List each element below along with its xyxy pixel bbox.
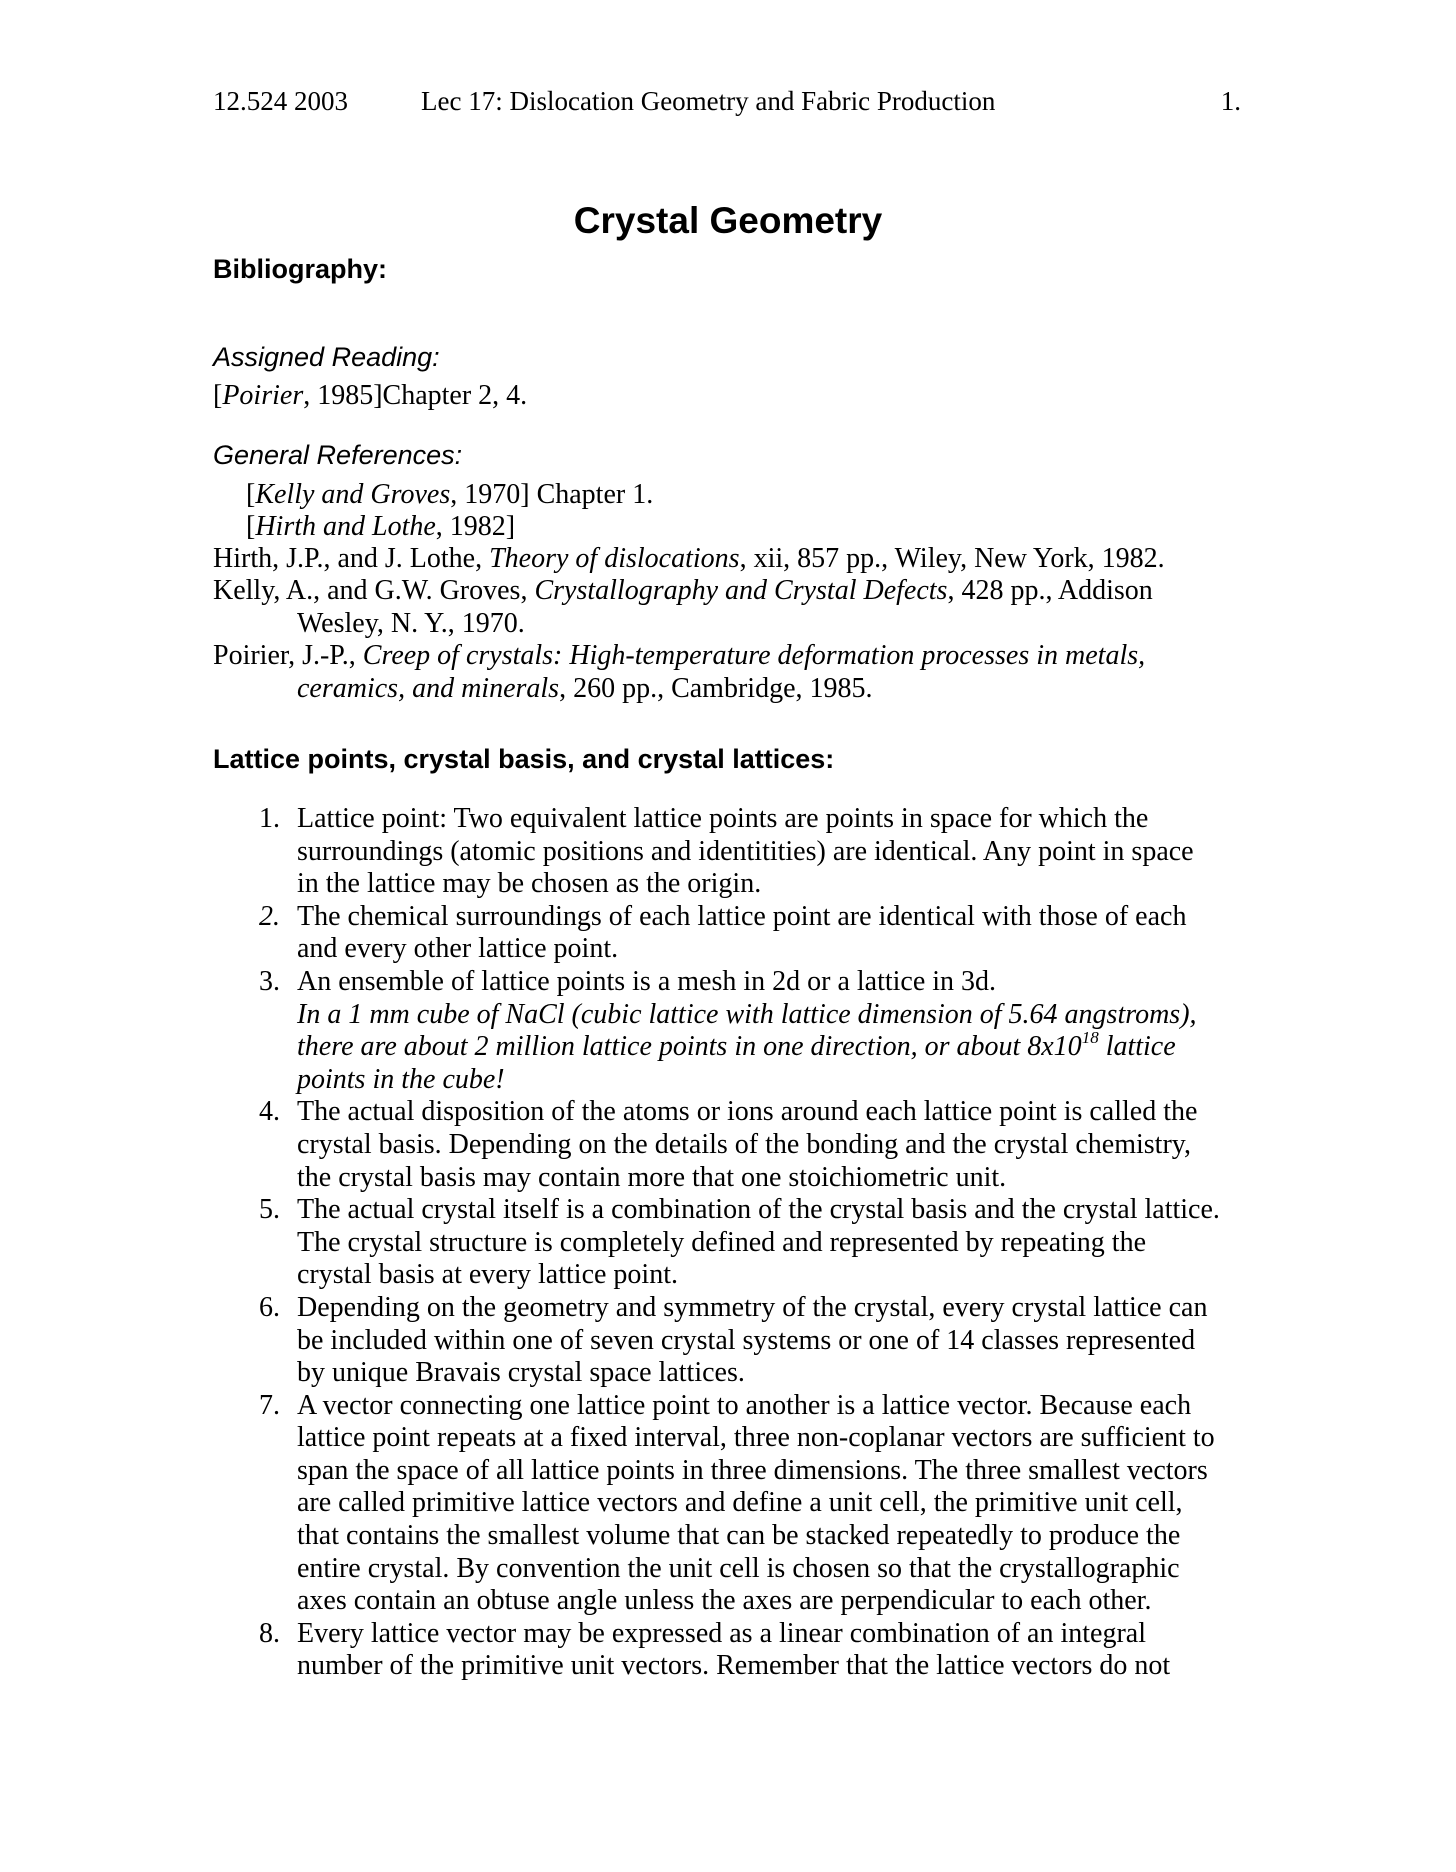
page-number: 1. [1220,86,1241,116]
list-item-number: 5. [259,1194,280,1226]
general-references-heading: General References: [213,440,463,470]
lecture-title: Lec 17: Dislocation Geometry and Fabric Production [421,86,996,116]
list-item-number: 4. [259,1096,280,1128]
bib-entry-hirth: Hirth, J.P., and J. Lothe, Theory of dislocations, xii, 857 pp., Wiley, New York, 1982. [213,543,1165,574]
course-number: 12.524 2003 [213,86,348,116]
bib-entry-kelly-cont: Wesley, N. Y., 1970. [297,608,525,639]
page-title: Crystal Geometry [573,200,883,241]
bib-entry-poirier: Poirier, J.-P., Creep of crystals: High-temperature deformation processes in metals, [213,640,1146,671]
short-ref-kelly: [Kelly and Groves, 1970] Chapter 1. [246,479,654,510]
list-item: 6. Depending on the geometry and symmetry of the crystal, every crystal lattice can be included within one of seven crystal systems or one of 14 classes represented by unique Bravais crystal space lattices. [0,1292,1456,1390]
list-item: 3. An ensemble of lattice points is a mesh in 2d or a lattice in 3d. In a 1 mm cube of NaCl (cubic lattice with lattice dimension of 5.64 angstroms), there are about 2 million lattice points in one direction, or about $8x10^{18}$ lattice points in the cube! [0,966,1456,1096]
bib-entry-kelly: Kelly, A., and G.W. Groves, Crystallography and Crystal Defects, 428 pp., Addison [213,575,1153,606]
lattice-section-heading: Lattice points, crystal basis, and crystal lattices: [213,744,835,774]
list-item-number: 7. [259,1389,280,1421]
list-item-number: 6. [259,1291,280,1323]
list-item: 8. Every lattice vector may be expressed as a linear combination of an integral number of the primitive unit vectors. Remember that the lattice vectors do not [0,1618,1456,1683]
assigned-author: Poirier [222,380,304,411]
list-item-number: 3. [259,965,280,997]
assigned-reading-ref: [Poirier, 1985]Chapter 2, 4. [213,380,528,411]
list-item: 4. The actual disposition of the atoms or ions around each lattice point is called the crystal basis. Depending on the details of the bonding and the crystal chemistry, the crystal basis may contain more that one stoichiometric unit. [0,1096,1456,1194]
exponent: 18 [1081,1028,1099,1048]
lattice-points-list [0,803,1456,1683]
short-ref-hirth: [Hirth and Lothe, 1982] [246,511,516,542]
nacl-example: In a 1 mm cube of NaCl (cubic lattice with lattice dimension of 5.64 angstroms), [297,998,1197,1030]
page-header [213,86,1241,122]
list-item-number: 1. [259,803,280,834]
list-item-number: 2. [259,900,280,932]
assigned-reading-heading: Assigned Reading: [213,342,440,372]
list-item: 1. Lattice point: Two equivalent lattice points are points in space for which the surroundings (atomic positions and identitities) are identical. Any point in space in the lattice may be chosen as the origin. [0,803,1456,901]
list-item-number: 8. [259,1617,280,1649]
list-item: 5. The actual crystal itself is a combination of the crystal basis and the crystal lattice. The crystal structure is completely defined and represented by repeating the crystal basis at every lattice point. [0,1194,1456,1292]
list-item: 2. The chemical surroundings of each lattice point are identical with those of each and every other lattice point. [0,901,1456,966]
bibliography-heading: Bibliography: [213,254,387,284]
list-item: 7. A vector connecting one lattice point to another is a lattice vector. Because each lattice point repeats at a fixed interval, three non-coplanar vectors are sufficient to span the space of all lattice points in three dimensions. The three smallest vectors are called primitive lattice vectors and define a unit cell, the primitive unit cell, that contains the smallest volume that can be stacked repeatedly to produce the entire crystal. By convention the unit cell is chosen so that the crystallographic axes contain an obtuse angle unless the axes are perpendicular to each other. [0,1390,1456,1618]
bib-entry-poirier-cont: ceramics, and minerals, 260 pp., Cambridge, 1985. [297,673,873,704]
